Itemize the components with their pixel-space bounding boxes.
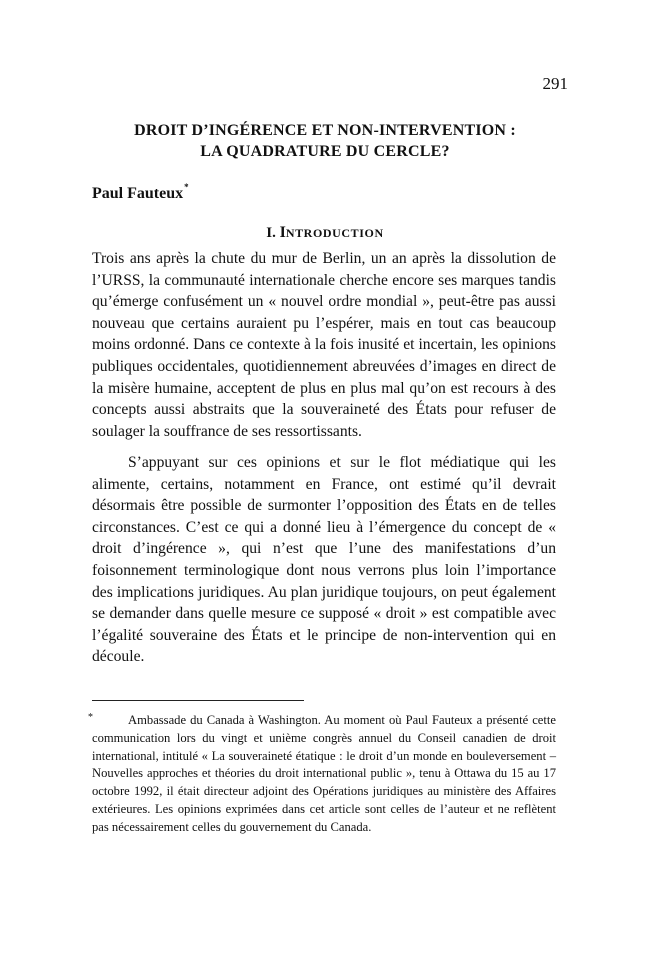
article-title-line-1: DROIT D’INGÉRENCE ET NON-INTERVENTION : <box>134 122 516 139</box>
body-paragraph: S’appuyant sur ces opinions et sur le flot médiatique qui les alimente, certains, notamment en France, ont estimé qu’il devrait désormais être possible de surmonter l’opposition des États en de telles circonstances. C’est ce qui a donné lieu à l’émergence du concept de « droit d’ingérence », qui n’est que l’une des manifestations d’un foisonnement terminologique dont nous verrons plus loin l’importance des implications juridiques. Au plan juridique toujours, on peut également se demander dans quelle mesure ce supposé « droit » est compatible avec l’égalité souveraine des États et le principe de non-intervention qui en découle. <box>92 454 556 666</box>
section-title-initial: I <box>279 224 286 241</box>
footnote-text: Ambassade du Canada à Washington. Au moment où Paul Fauteux a présenté cette communication lors du vingt et unième congrès annuel du Conseil canadien de droit international, intitulé « La souveraineté étatique : le droit d’un monde en bouleversement – Nouvelles approches et théories du droit international public », tenu à Ottawa du 15 au 17 octobre 1992, il était directeur adjoint des Opérations juridiques au ministère des Affaires extérieures. Les opinions exprimées dans cet article sont celles de l’auteur et ne reflètent pas nécessairement celles du gouvernement du Canada. <box>92 713 556 834</box>
footnote-divider <box>92 700 304 701</box>
page-number: 291 <box>542 74 568 93</box>
article-title <box>90 120 560 162</box>
author-byline <box>92 182 189 203</box>
author-name: Paul Fauteux <box>92 185 184 202</box>
section-heading <box>0 224 650 242</box>
article-title-line-2: LA QUADRATURE DU CERCLE? <box>200 143 450 160</box>
footnote <box>88 712 556 837</box>
section-title-rest: NTRODUCTION <box>285 226 384 240</box>
footnote-mark: * <box>88 712 93 723</box>
body-paragraph: Trois ans après la chute du mur de Berlin, un an après la dissolution de l’URSS, la communauté internationale cherche encore ses marques tandis qu’émerge confusément un « nouvel ordre mondial », peut-être pas aussi nouveau que certains auraient pu l’espérer, mais en tout cas beaucoup moins ordonné. Dans ce contexte à la fois inusité et incertain, les opinions publiques occidentales, quotidiennement abreuvées d’images en direct de la misère humaine, acceptent de plus en plus mal qu’on est recours à des concepts aussi abstraits que la souveraineté des États pour refuser de soulager la souffrance de ses ressortissants. <box>92 250 556 440</box>
section-numeral: I. <box>266 225 276 241</box>
author-footnote-mark: * <box>184 182 189 192</box>
